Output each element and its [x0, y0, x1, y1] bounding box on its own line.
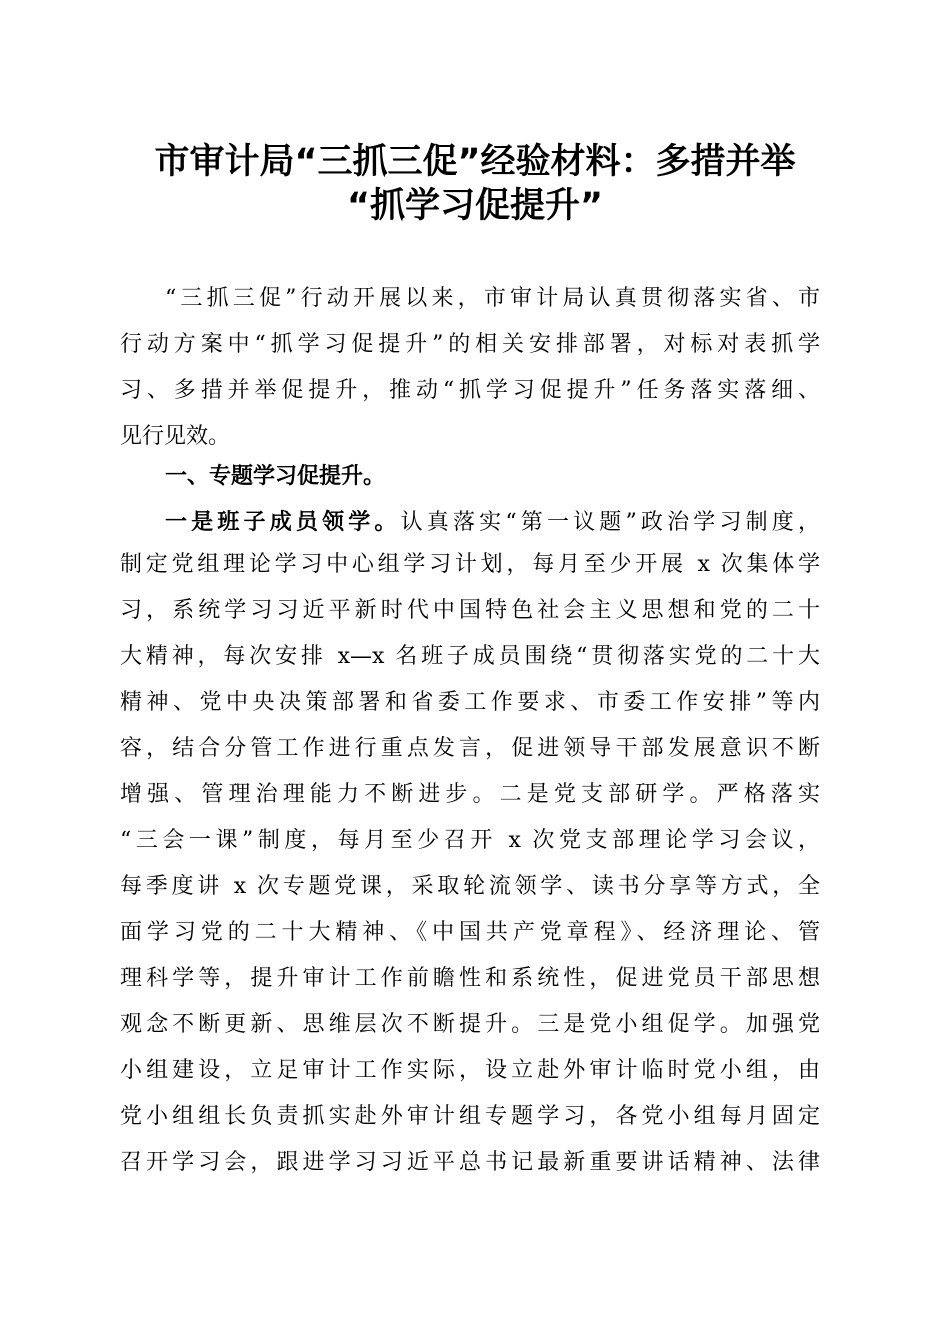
intro-line-3: 习、多措并举促提升，推动“抓学习促提升”任务落实落细、 — [120, 378, 820, 403]
body-line-1-rest: 认真落实“第一议题”政治学习制度， — [400, 510, 820, 535]
intro-line-4: 见行见效。 — [120, 424, 231, 449]
document-title-line-1: 市审计局“三抓三促”经验材料：多措并举 — [154, 142, 796, 182]
intro-line-1: “三抓三促”行动开展以来，市审计局认真贯彻落实省、市 — [165, 286, 820, 311]
document-title-line-2: “抓学习促提升” — [346, 186, 603, 226]
body-line-1 — [165, 508, 820, 538]
body-line-10: 面学习党的二十大精神、《中国共产党章程》、经济理论、管 — [120, 920, 820, 945]
intro-line-2: 行动方案中“抓学习促提升”的相关安排部署，对标对表抓学 — [120, 332, 820, 357]
body-line-15: 召开学习会，跟进学习习近平总书记最新重要讲话精神、法律 — [120, 1150, 820, 1175]
body-line-7: 增强、管理治理能力不断进步。二是党支部研学。严格落实 — [120, 782, 820, 807]
body-line-12: 观念不断更新、思维层次不断提升。三是党小组促学。加强党 — [120, 1012, 820, 1037]
body-line-14: 党小组组长负责抓实赴外审计组专题学习，各党小组每月固定 — [120, 1104, 820, 1129]
body-line-3: 习，系统学习习近平新时代中国特色社会主义思想和党的二十 — [120, 598, 820, 623]
body-line-6: 容，结合分管工作进行重点发言，促进领导干部发展意识不断 — [120, 736, 820, 761]
section-heading: 一、专题学习促提升。 — [165, 464, 386, 489]
body-line-8: “三会一课”制度，每月至少召开 x 次党支部理论学习会议， — [120, 828, 820, 853]
body-line-4: 大精神，每次安排 x—x 名班子成员围绕“贯彻落实党的二十大 — [120, 644, 820, 669]
body-lead-phrase: 一是班子成员领学。 — [165, 510, 401, 535]
body-line-2: 制定党组理论学习中心组学习计划，每月至少开展 x 次集体学 — [120, 552, 820, 577]
body-line-11: 理科学等，提升审计工作前瞻性和系统性，促进党员干部思想 — [120, 966, 820, 991]
body-line-13: 小组建设，立足审计工作实际，设立赴外审计临时党小组，由 — [120, 1058, 820, 1083]
body-line-5: 精神、党中央决策部署和省委工作要求、市委工作安排”等内 — [120, 690, 820, 715]
body-line-9: 每季度讲 x 次专题党课，采取轮流领学、读书分享等方式，全 — [120, 874, 820, 899]
